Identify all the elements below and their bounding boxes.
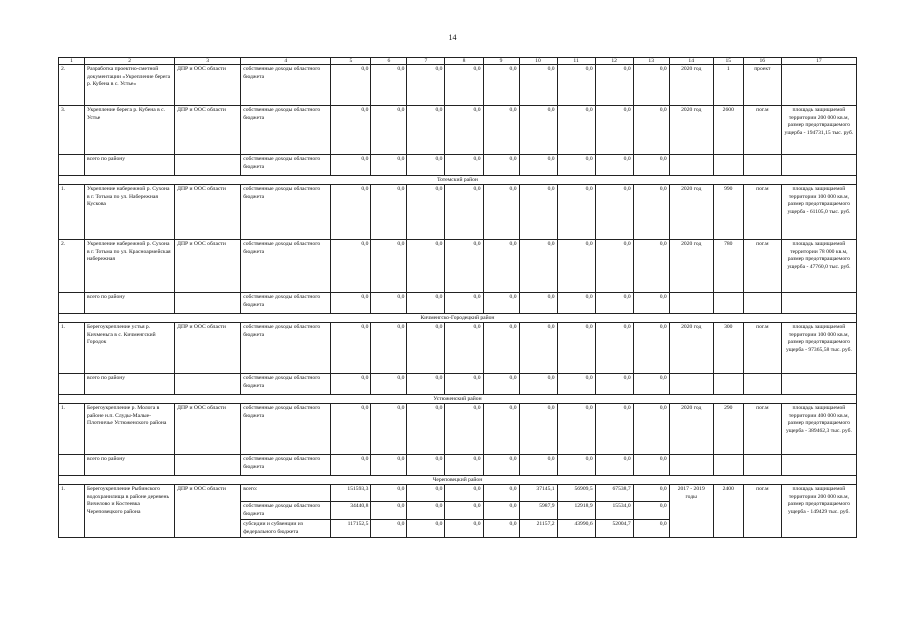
- amount-cell: 0,0: [407, 374, 445, 395]
- amount-cell: 0,0: [371, 240, 407, 293]
- district-name: Тотемский район: [59, 176, 857, 185]
- amount-cell: 0,0: [557, 455, 595, 476]
- amount-cell: 0,0: [633, 520, 669, 538]
- amount-cell: 0,0: [407, 502, 445, 520]
- amount-cell: 0,0: [445, 65, 483, 106]
- empty-cell: [781, 155, 856, 176]
- row-number: 1.: [59, 404, 85, 455]
- amount-cell: 0,0: [483, 155, 519, 176]
- amount-cell: 0,0: [371, 455, 407, 476]
- amount-cell: 0,0: [371, 323, 407, 374]
- district-name: Устюженский район: [59, 395, 857, 404]
- amount-cell: 0,0: [331, 404, 371, 455]
- amount-cell: 0,0: [633, 323, 669, 374]
- amount-cell: 0,0: [445, 323, 483, 374]
- total-label: всего по району: [85, 155, 175, 176]
- amount-cell: 0,0: [445, 455, 483, 476]
- amount-cell: 0,0: [519, 240, 557, 293]
- header-cell: 11: [557, 58, 595, 65]
- header-cell: 16: [743, 58, 781, 65]
- table-row: [59, 106, 857, 155]
- page-number: 14: [448, 33, 457, 42]
- header-cell: 4: [241, 58, 331, 65]
- quantity: 780: [713, 240, 743, 293]
- quantity: 2600: [713, 106, 743, 155]
- district-header-row: [59, 314, 857, 323]
- amount-cell: 0,0: [633, 455, 669, 476]
- empty-cell: [743, 155, 781, 176]
- measure-name: Берегоукрепление р. Молога в районе н.п. Слуды-Малые-Плотничье Устюженского района: [85, 404, 175, 455]
- total-label: всего по району: [85, 374, 175, 395]
- amount-cell: 0,0: [595, 404, 633, 455]
- unit: проект: [743, 65, 781, 106]
- header-cell: 13: [633, 58, 669, 65]
- amount-cell: 0,0: [483, 323, 519, 374]
- period: 2020 год: [669, 240, 713, 293]
- amount-cell: 0,0: [519, 155, 557, 176]
- amount-cell: 0,0: [331, 240, 371, 293]
- period: 2020 год: [669, 106, 713, 155]
- unit: пог.м: [743, 485, 781, 538]
- amount-cell: 0,0: [407, 155, 445, 176]
- row-number: 1.: [59, 185, 85, 240]
- header-cell: 17: [781, 58, 856, 65]
- amount-cell: 0,0: [371, 485, 407, 502]
- measure-name: Разработка проектно-сметной документации «Укрепление берега р. Кубена в с. Устье»: [85, 65, 175, 106]
- header-cell: 7: [407, 58, 445, 65]
- amount-cell: 0,0: [557, 65, 595, 106]
- amount-cell: 0,0: [595, 240, 633, 293]
- district-header-row: [59, 476, 857, 485]
- table-row: [59, 185, 857, 240]
- amount-cell: 0,0: [483, 455, 519, 476]
- amount-cell: 0,0: [445, 185, 483, 240]
- header-cell: 1: [59, 58, 85, 65]
- district-header-row: [59, 176, 857, 185]
- amount-cell: 12918,9: [557, 502, 595, 520]
- amount-cell: 151593,3: [331, 485, 371, 502]
- header-row: [59, 58, 857, 65]
- amount-cell: 34440,8: [331, 502, 371, 520]
- amount-cell: 0,0: [407, 323, 445, 374]
- unit: пог.м: [743, 323, 781, 374]
- amount-cell: 5987,9: [519, 502, 557, 520]
- executor: ДПР и ООС области: [175, 240, 241, 293]
- funding-source: собственные доходы областного бюджета: [241, 455, 331, 476]
- amount-cell: 0,0: [483, 293, 519, 314]
- amount-cell: 0,0: [519, 185, 557, 240]
- measure-name: Укрепление набережной р. Сухона в г. Тотьма по ул. Набережная Кускова: [85, 185, 175, 240]
- table-row: [59, 404, 857, 455]
- amount-cell: 0,0: [483, 520, 519, 538]
- amount-cell: 0,0: [557, 404, 595, 455]
- amount-cell: 56909,5: [557, 485, 595, 502]
- amount-cell: 0,0: [633, 155, 669, 176]
- table-row: [59, 485, 857, 502]
- measure-name: Берегоукрепление устья р. Кичменьга в с. Кичменгский Городок: [85, 323, 175, 374]
- row-number: 3.: [59, 106, 85, 155]
- amount-cell: 0,0: [557, 323, 595, 374]
- amount-cell: 0,0: [595, 374, 633, 395]
- empty-cell: [713, 374, 743, 395]
- amount-cell: 0,0: [483, 65, 519, 106]
- amount-cell: 0,0: [557, 293, 595, 314]
- header-cell: 14: [669, 58, 713, 65]
- table-row: [59, 240, 857, 293]
- empty-cell: [175, 374, 241, 395]
- amount-cell: 0,0: [445, 374, 483, 395]
- row-number: 1.: [59, 485, 85, 538]
- empty-cell: [781, 374, 856, 395]
- amount-cell: 0,0: [331, 323, 371, 374]
- total-label: всего по району: [85, 293, 175, 314]
- measure-name: Укрепление набережной р. Сухона в г. Тотьма по ул. Красноармейская набережная: [85, 240, 175, 293]
- empty-cell: [669, 374, 713, 395]
- empty-cell: [743, 293, 781, 314]
- empty-cell: [713, 455, 743, 476]
- amount-cell: 0,0: [595, 106, 633, 155]
- amount-cell: 0,0: [371, 65, 407, 106]
- amount-cell: 0,0: [407, 520, 445, 538]
- amount-cell: 0,0: [445, 240, 483, 293]
- header-cell: 3: [175, 58, 241, 65]
- row-number: 2.: [59, 240, 85, 293]
- funding-source: собственные доходы областного бюджета: [241, 374, 331, 395]
- amount-cell: 0,0: [483, 240, 519, 293]
- amount-cell: 0,0: [519, 106, 557, 155]
- amount-cell: 67538,7: [595, 485, 633, 502]
- amount-cell: 0,0: [633, 404, 669, 455]
- empty-cell: [669, 293, 713, 314]
- amount-cell: 0,0: [371, 185, 407, 240]
- period: 2020 год: [669, 323, 713, 374]
- header-cell: 12: [595, 58, 633, 65]
- header-cell: 10: [519, 58, 557, 65]
- amount-cell: 117152,5: [331, 520, 371, 538]
- unit: пог.м: [743, 106, 781, 155]
- amount-cell: 0,0: [557, 240, 595, 293]
- amount-cell: 0,0: [407, 106, 445, 155]
- expected-result: площадь защищаемой территории 78 000 кв.м, размер предотвращаемого ущерба - 47760,0 тыс. руб.: [781, 240, 856, 293]
- amount-cell: 0,0: [519, 65, 557, 106]
- amount-cell: 0,0: [633, 65, 669, 106]
- funding-source: собственные доходы областного бюджета: [241, 65, 331, 106]
- amount-cell: 0,0: [407, 185, 445, 240]
- amount-cell: 0,0: [371, 293, 407, 314]
- amount-cell: 0,0: [519, 323, 557, 374]
- district-total-row: [59, 155, 857, 176]
- district-name: Кичменгско-Городецкий район: [59, 314, 857, 323]
- header-cell: 6: [371, 58, 407, 65]
- quantity: 290: [713, 404, 743, 455]
- empty-cell: [743, 374, 781, 395]
- amount-cell: 0,0: [595, 455, 633, 476]
- unit: пог.м: [743, 240, 781, 293]
- header-cell: 15: [713, 58, 743, 65]
- amount-cell: 21157,2: [519, 520, 557, 538]
- amount-cell: 0,0: [407, 240, 445, 293]
- amount-cell: 0,0: [595, 65, 633, 106]
- amount-cell: 0,0: [445, 520, 483, 538]
- total-label: всего по району: [85, 455, 175, 476]
- amount-cell: 0,0: [519, 293, 557, 314]
- table-row: [59, 65, 857, 106]
- amount-cell: 0,0: [633, 485, 669, 502]
- expected-result: [781, 65, 856, 106]
- amount-cell: 0,0: [407, 485, 445, 502]
- amount-cell: 0,0: [331, 155, 371, 176]
- empty-cell: [669, 155, 713, 176]
- amount-cell: 0,0: [331, 65, 371, 106]
- amount-cell: 0,0: [633, 374, 669, 395]
- amount-cell: 0,0: [483, 185, 519, 240]
- amount-cell: 0,0: [445, 502, 483, 520]
- amount-cell: 0,0: [331, 185, 371, 240]
- district-total-row: [59, 293, 857, 314]
- amount-cell: 0,0: [445, 106, 483, 155]
- header-cell: 5: [331, 58, 371, 65]
- amount-cell: 0,0: [595, 323, 633, 374]
- amount-cell: 0,0: [633, 293, 669, 314]
- district-name: Череповецкий район: [59, 476, 857, 485]
- executor: ДПР и ООС области: [175, 106, 241, 155]
- empty-cell: [59, 374, 85, 395]
- amount-cell: 0,0: [557, 155, 595, 176]
- amount-cell: 0,0: [371, 374, 407, 395]
- measure-name: Укрепление берега р. Кубена в с. Устье: [85, 106, 175, 155]
- amount-cell: 0,0: [445, 404, 483, 455]
- amount-cell: 0,0: [519, 374, 557, 395]
- amount-cell: 0,0: [445, 485, 483, 502]
- funding-source: всего:: [241, 485, 331, 502]
- funding-source: собственные доходы областного бюджета: [241, 323, 331, 374]
- amount-cell: 0,0: [483, 106, 519, 155]
- period: 2020 год: [669, 65, 713, 106]
- amount-cell: 0,0: [331, 293, 371, 314]
- amount-cell: 0,0: [407, 293, 445, 314]
- period: 2020 год: [669, 404, 713, 455]
- funding-source: собственные доходы областного бюджета: [241, 155, 331, 176]
- amount-cell: 0,0: [595, 293, 633, 314]
- executor: ДПР и ООС области: [175, 65, 241, 106]
- amount-cell: 52004,7: [595, 520, 633, 538]
- amount-cell: 0,0: [331, 455, 371, 476]
- executor: ДПР и ООС области: [175, 485, 241, 538]
- executor: ДПР и ООС области: [175, 404, 241, 455]
- amount-cell: 0,0: [371, 155, 407, 176]
- empty-cell: [743, 455, 781, 476]
- amount-cell: 0,0: [445, 293, 483, 314]
- measure-name: Берегоукрепление Рыбинского водохранилища в районе деревень Вичелово и Костеевка Череповецкого района: [85, 485, 175, 538]
- unit: пог.м: [743, 185, 781, 240]
- header-cell: 9: [483, 58, 519, 65]
- period: 2017 - 2019 годы: [669, 485, 713, 538]
- amount-cell: 0,0: [483, 374, 519, 395]
- amount-cell: 0,0: [519, 455, 557, 476]
- executor: ДПР и ООС области: [175, 323, 241, 374]
- amount-cell: 0,0: [407, 65, 445, 106]
- amount-cell: 0,0: [483, 485, 519, 502]
- amount-cell: 0,0: [371, 404, 407, 455]
- amount-cell: 43990,6: [557, 520, 595, 538]
- row-number: 2.: [59, 65, 85, 106]
- amount-cell: 0,0: [633, 185, 669, 240]
- empty-cell: [59, 155, 85, 176]
- amount-cell: 0,0: [371, 502, 407, 520]
- amount-cell: 37145,1: [519, 485, 557, 502]
- amount-cell: 0,0: [371, 106, 407, 155]
- amount-cell: 0,0: [331, 374, 371, 395]
- amount-cell: 0,0: [483, 502, 519, 520]
- amount-cell: 0,0: [483, 404, 519, 455]
- expected-result: площадь защищаемой территории 200 000 кв.м, размер предотвращаемого ущерба - 149429 тыс. руб.: [781, 485, 856, 538]
- amount-cell: 15534,0: [595, 502, 633, 520]
- quantity: 1: [713, 65, 743, 106]
- amount-cell: 0,0: [519, 404, 557, 455]
- quantity: 300: [713, 323, 743, 374]
- executor: ДПР и ООС области: [175, 185, 241, 240]
- empty-cell: [175, 155, 241, 176]
- empty-cell: [59, 455, 85, 476]
- empty-cell: [669, 455, 713, 476]
- row-number: 1.: [59, 323, 85, 374]
- program-table: [58, 57, 857, 538]
- expected-result: площадь защищаемой территории 100 000 кв.м, размер предотвращаемого ущерба - 97365,58 тыс. руб.: [781, 323, 856, 374]
- expected-result: площадь защищаемой территории 400 000 кв.м, размер предотвращаемого ущерба - 389462,3 тыс. руб.: [781, 404, 856, 455]
- expected-result: площадь защищаемой территории 100 000 кв.м, размер предотвращаемого ущерба - 61105,0 тыс. руб.: [781, 185, 856, 240]
- district-total-row: [59, 455, 857, 476]
- district-header-row: [59, 395, 857, 404]
- funding-source: собственные доходы областного бюджета: [241, 185, 331, 240]
- district-total-row: [59, 374, 857, 395]
- period: 2020 год: [669, 185, 713, 240]
- amount-cell: 0,0: [633, 240, 669, 293]
- amount-cell: 0,0: [557, 106, 595, 155]
- amount-cell: 0,0: [595, 185, 633, 240]
- funding-source: собственные доходы областного бюджета: [241, 106, 331, 155]
- amount-cell: 0,0: [371, 520, 407, 538]
- table-row: [59, 323, 857, 374]
- empty-cell: [713, 155, 743, 176]
- funding-source: собственные доходы областного бюджета: [241, 240, 331, 293]
- funding-source: субсидии и субвенции из федерального бюджета: [241, 520, 331, 538]
- funding-source: собственные доходы областного бюджета: [241, 502, 331, 520]
- funding-source: собственные доходы областного бюджета: [241, 404, 331, 455]
- expected-result: площадь защищаемой территории 200 000 кв.м, размер предотвращаемого ущерба - 194731,15 тыс. руб.: [781, 106, 856, 155]
- amount-cell: 0,0: [407, 455, 445, 476]
- unit: пог.м: [743, 404, 781, 455]
- quantity: 2400: [713, 485, 743, 538]
- empty-cell: [175, 293, 241, 314]
- empty-cell: [175, 455, 241, 476]
- empty-cell: [781, 293, 856, 314]
- amount-cell: 0,0: [633, 106, 669, 155]
- header-cell: 2: [85, 58, 175, 65]
- amount-cell: 0,0: [445, 155, 483, 176]
- funding-source: собственные доходы областного бюджета: [241, 293, 331, 314]
- amount-cell: 0,0: [407, 404, 445, 455]
- amount-cell: 0,0: [557, 185, 595, 240]
- empty-cell: [59, 293, 85, 314]
- empty-cell: [713, 293, 743, 314]
- header-cell: 8: [445, 58, 483, 65]
- amount-cell: 0,0: [557, 374, 595, 395]
- empty-cell: [781, 455, 856, 476]
- quantity: 990: [713, 185, 743, 240]
- amount-cell: 0,0: [633, 502, 669, 520]
- amount-cell: 0,0: [595, 155, 633, 176]
- amount-cell: 0,0: [331, 106, 371, 155]
